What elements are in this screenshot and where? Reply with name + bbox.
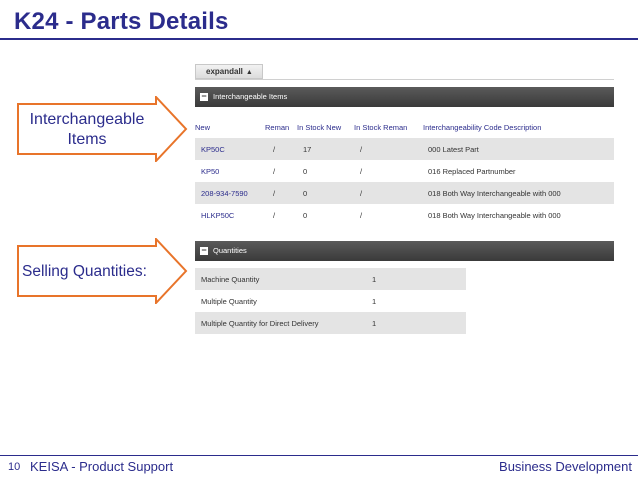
code-description-cell: 000 Latest Part (428, 145, 479, 154)
table-row (195, 138, 614, 160)
tab-divider (195, 79, 614, 80)
footer-divider (0, 455, 638, 456)
code-description-cell: 016 Replaced Partnumber (428, 167, 516, 176)
title-divider (0, 38, 638, 40)
reman-cell: / (273, 145, 276, 154)
column-header-reman: Reman (265, 123, 290, 132)
callout-label: Selling Quantities: (22, 263, 147, 280)
table-row (195, 182, 614, 204)
table-row (195, 290, 466, 312)
code-description-cell: 018 Both Way Interchangeable with 000 (428, 189, 561, 198)
in-stock-reman-cell: / (360, 167, 363, 176)
quantity-label: Multiple Quantity for Direct Delivery (201, 319, 319, 328)
in-stock-reman-cell: / (360, 189, 363, 198)
column-header-in-stock-reman: In Stock Reman (354, 123, 408, 132)
quantity-value: 1 (372, 297, 377, 306)
part-number-link[interactable]: 208-934-7590 (201, 189, 248, 198)
footer-division: Business Development (499, 459, 632, 474)
footer-department: KEISA - Product Support (30, 459, 174, 474)
quantities-header[interactable] (195, 241, 614, 261)
reman-cell: / (273, 167, 276, 176)
quantity-label: Machine Quantity (201, 275, 260, 284)
table-row (195, 160, 614, 182)
table-row (195, 204, 614, 226)
slide-title: K24 - Parts Details (14, 8, 229, 35)
table-header (195, 118, 614, 138)
section-title: Quantities (213, 246, 247, 255)
in-stock-reman-cell: / (360, 145, 363, 154)
in-stock-new-cell: 0 (303, 189, 308, 198)
caret-up-icon: ▲ (245, 69, 253, 76)
in-stock-new-cell: 0 (303, 167, 308, 176)
part-number-link[interactable]: HLKP50C (201, 211, 235, 220)
part-number-link[interactable]: KP50C (201, 145, 225, 154)
in-stock-new-cell: 0 (303, 211, 308, 220)
interchangeable-callout (16, 96, 188, 162)
in-stock-reman-cell: / (360, 211, 363, 220)
expand-all-button[interactable] (195, 64, 263, 79)
callout-line-1: Interchangeable (29, 111, 145, 128)
part-number-link[interactable]: KP50 (201, 167, 220, 176)
expand-all-label: expandall (206, 67, 243, 76)
selling-quantities-callout (16, 238, 188, 304)
column-header-in-stock-new: In Stock New (297, 123, 342, 132)
interchangeable-items-header[interactable] (195, 87, 614, 107)
collapse-icon[interactable]: − (201, 91, 207, 101)
quantity-value: 1 (372, 319, 377, 328)
column-header-new: New (195, 123, 211, 132)
section-title: Interchangeable Items (213, 92, 288, 101)
code-description-cell: 018 Both Way Interchangeable with 000 (428, 211, 561, 220)
reman-cell: / (273, 211, 276, 220)
collapse-icon[interactable]: − (201, 245, 207, 255)
table-row (195, 268, 466, 290)
table-row (195, 312, 466, 334)
callout-line-2: Items (67, 131, 107, 148)
column-header-code-description: Interchangeability Code Description (423, 123, 542, 132)
interchangeable-table (195, 118, 614, 226)
in-stock-new-cell: 17 (303, 145, 312, 154)
callout-label (18, 110, 156, 150)
quantity-value: 1 (372, 275, 377, 284)
page-number: 10 (8, 461, 21, 473)
quantity-label: Multiple Quantity (201, 297, 257, 306)
reman-cell: / (273, 189, 276, 198)
quantities-table (195, 268, 466, 334)
